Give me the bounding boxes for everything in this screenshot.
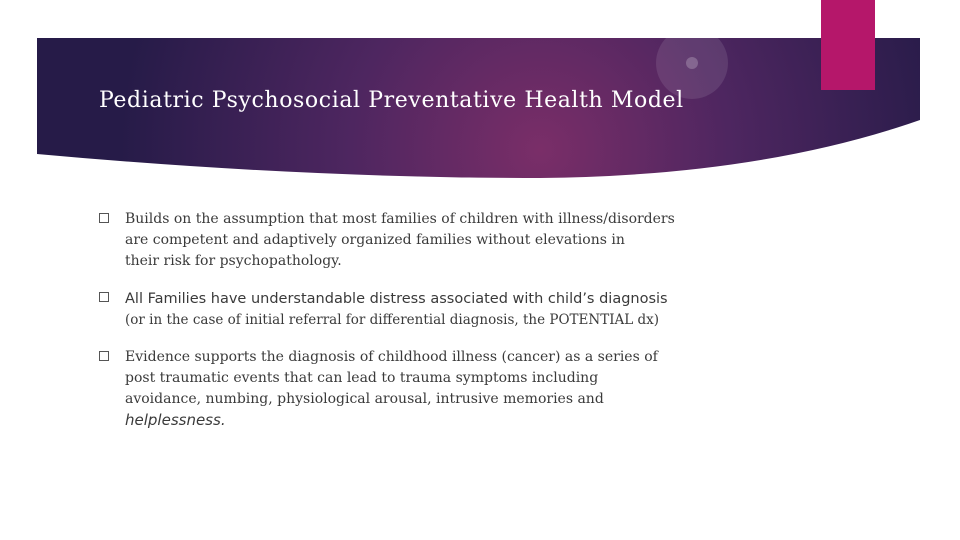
bullet-line: (or in the case of initial referral for differential diagnosis, the POTENTIAL dx) xyxy=(125,312,660,328)
bullet-item-evidence xyxy=(99,347,789,431)
slide-title: Pediatric Psychosocial Preventative Health Model xyxy=(99,88,684,113)
bullet-list xyxy=(99,209,789,447)
bullet-item-distress xyxy=(99,288,789,331)
bullet-line: avoidance, numbing, physiological arousal, intrusive memories and xyxy=(125,391,604,407)
checkbox-square-icon xyxy=(99,292,109,302)
bullet-line: Builds on the assumption that most families of children with illness/disorders xyxy=(125,211,675,227)
bullet-line: All Families have understandable distress associated with child’s diagnosis xyxy=(125,291,668,307)
bullet-line-emphasis: helplessness. xyxy=(125,411,226,429)
bullet-line: post traumatic events that can lead to trauma symptoms including xyxy=(125,370,599,386)
checkbox-square-icon xyxy=(99,351,109,361)
checkbox-square-icon xyxy=(99,213,109,223)
accent-tab xyxy=(821,0,875,90)
bullet-line: their risk for psychopathology. xyxy=(125,253,342,269)
bullet-line: are competent and adaptively organized families without elevations in xyxy=(125,232,625,248)
bullet-line: Evidence supports the diagnosis of childhood illness (cancer) as a series of xyxy=(125,349,658,365)
bullet-item-assumption xyxy=(99,209,789,272)
decorative-dot-icon xyxy=(686,57,698,69)
